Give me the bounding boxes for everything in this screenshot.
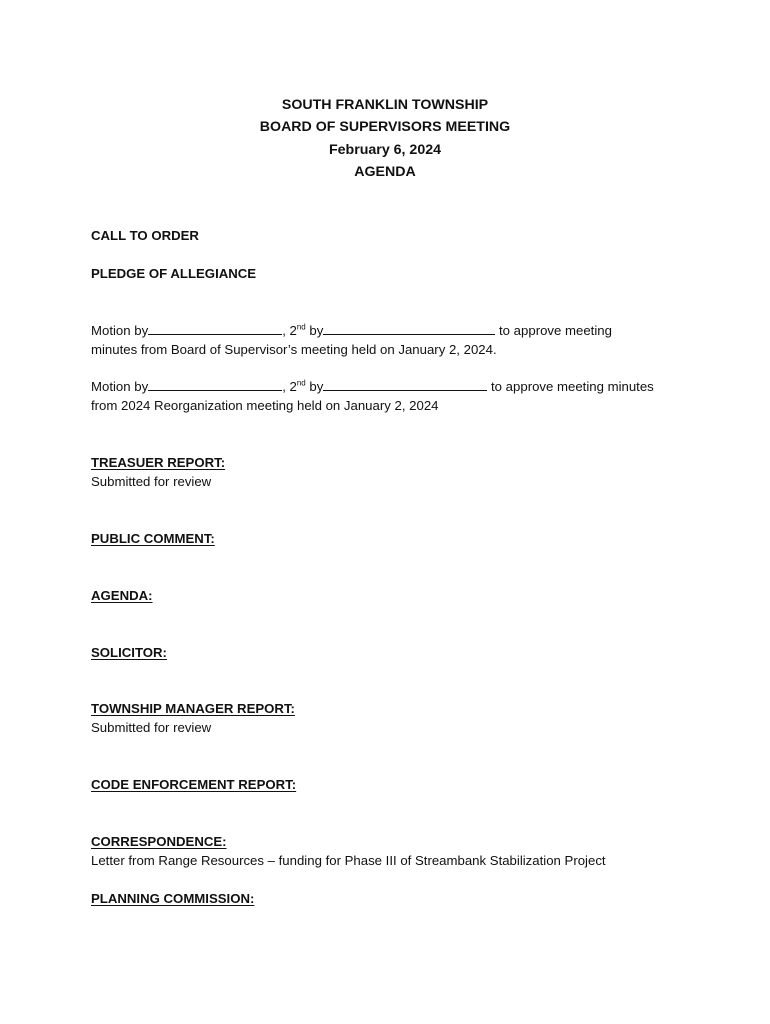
section-heading: AGENDA: bbox=[91, 588, 153, 603]
motion-approve-board-minutes bbox=[91, 321, 691, 359]
correspondence-section bbox=[91, 832, 711, 870]
document-header bbox=[0, 94, 770, 183]
motion-line: Motion by , 2nd by to approve meeting minutes bbox=[91, 378, 654, 394]
section-text: Submitted for review bbox=[91, 474, 212, 489]
agenda-title: AGENDA bbox=[354, 163, 416, 180]
section-text: Submitted for review bbox=[91, 720, 212, 735]
mover-blank bbox=[148, 322, 282, 335]
mover-blank bbox=[148, 378, 282, 391]
seconder-blank bbox=[323, 378, 487, 391]
pledge-of-allegiance: PLEDGE OF ALLEGIANCE bbox=[91, 266, 257, 281]
section-heading: CORRESPONDENCE: bbox=[91, 834, 227, 849]
code-enforcement-report-section bbox=[91, 775, 691, 794]
seconder-blank bbox=[323, 322, 495, 335]
treasurer-report-section bbox=[91, 453, 691, 491]
motion-line: Motion by , 2nd by to approve meeting bbox=[91, 322, 612, 338]
meeting-date: February 6, 2024 bbox=[329, 141, 441, 158]
planning-commission-section bbox=[91, 889, 691, 908]
motion-line-2: minutes from Board of Supervisor’s meeting held on January 2, 2024. bbox=[91, 342, 497, 357]
section-heading: PLANNING COMMISSION: bbox=[91, 891, 255, 906]
section-heading: CODE ENFORCEMENT REPORT: bbox=[91, 777, 297, 792]
motion-approve-reorg-minutes bbox=[91, 377, 711, 415]
section-heading: PUBLIC COMMENT: bbox=[91, 531, 215, 546]
public-comment-section bbox=[91, 529, 691, 548]
call-to-order: CALL TO ORDER bbox=[91, 228, 199, 243]
solicitor-section bbox=[91, 643, 691, 662]
motion-line-2: from 2024 Reorganization meeting held on January 2, 2024 bbox=[91, 398, 439, 413]
section-heading: TOWNSHIP MANAGER REPORT: bbox=[91, 701, 295, 716]
agenda-section bbox=[91, 586, 691, 605]
section-text: Letter from Range Resources – funding for Phase III of Streambank Stabilization Project bbox=[91, 853, 606, 868]
township-manager-report-section bbox=[91, 699, 691, 737]
section-heading: TREASUER REPORT: bbox=[91, 455, 226, 470]
section-heading: SOLICITOR: bbox=[91, 645, 167, 660]
township-name: SOUTH FRANKLIN TOWNSHIP bbox=[281, 97, 489, 113]
meeting-title: BOARD OF SUPERVISORS MEETING bbox=[259, 119, 511, 136]
